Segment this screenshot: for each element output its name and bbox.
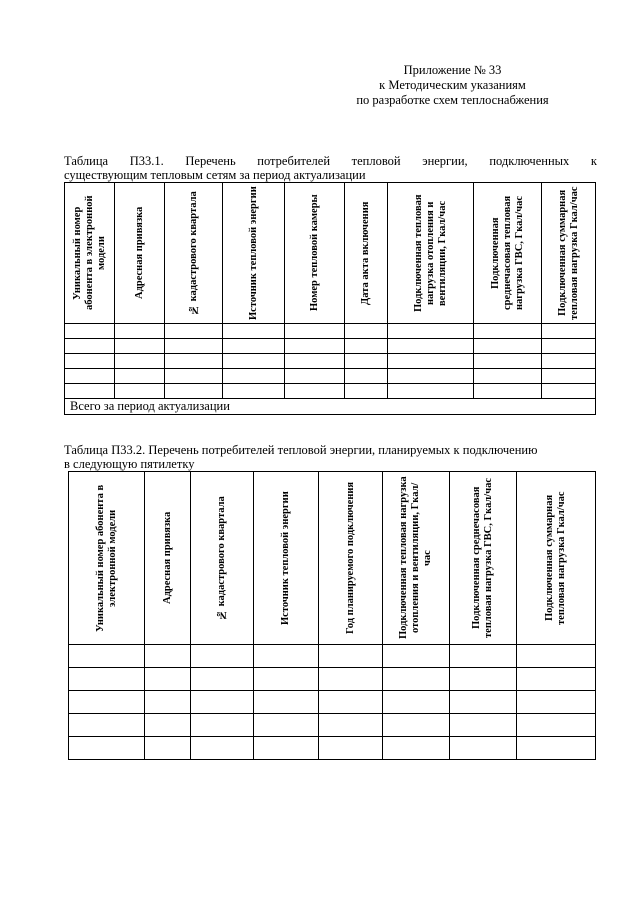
table1-cell xyxy=(115,324,165,339)
table2-cell xyxy=(191,737,254,760)
table1-header-cell xyxy=(115,183,165,324)
table2-caption-line1: Таблица П33.2. Перечень потребителей тепловой энергии, планируемых к подключению xyxy=(64,443,538,457)
table1-cell xyxy=(165,324,223,339)
table2-cell xyxy=(319,737,383,760)
appendix-header xyxy=(300,63,605,108)
table2-header-text: Адресная привязка xyxy=(161,511,173,605)
table2-cell xyxy=(450,645,517,668)
table2-header-row xyxy=(69,472,596,645)
table1-cell xyxy=(345,384,388,399)
table2-cell xyxy=(191,645,254,668)
table2-cell xyxy=(145,645,191,668)
table1-caption-line1: Таблица П33.1. Перечень потребителей тепловой энергии, подключенных к xyxy=(64,154,597,168)
table1-header-text: Подключенная среднечасовая тепловая нагрузка ГВС, Гкал/час xyxy=(489,195,525,311)
table2-cell xyxy=(254,714,319,737)
table1-header-cell xyxy=(345,183,388,324)
table2-cell xyxy=(383,668,450,691)
table2-cell xyxy=(69,668,145,691)
table1-cell xyxy=(223,384,285,399)
table1-header-text: Дата акта включения xyxy=(360,201,371,305)
appendix-title: Приложение № 33 xyxy=(403,63,502,77)
table2-header-cell xyxy=(450,472,517,645)
table1-cell xyxy=(474,384,542,399)
table1 xyxy=(64,182,596,415)
table1-header-text: Подключенная тепловая нагрузка отопления и вентиляции, Гкал/час xyxy=(412,194,448,312)
table1-cell xyxy=(388,354,474,369)
table2-cell xyxy=(517,714,596,737)
table1-header-cell xyxy=(542,183,596,324)
table2-header-cell xyxy=(319,472,383,645)
table2-cell xyxy=(383,737,450,760)
table1-cell xyxy=(285,324,345,339)
table2-cell xyxy=(517,737,596,760)
table1-cell xyxy=(165,369,223,384)
table2-cell xyxy=(191,714,254,737)
table1-cell xyxy=(65,339,115,354)
table1-cell xyxy=(388,384,474,399)
table1-header-cell xyxy=(285,183,345,324)
table1-header-row xyxy=(65,183,596,324)
table1-cell xyxy=(165,384,223,399)
table2-cell xyxy=(383,714,450,737)
table2-cell xyxy=(69,645,145,668)
table2-cell xyxy=(254,668,319,691)
table2-cell xyxy=(450,714,517,737)
table2-cell xyxy=(319,668,383,691)
table1-cell xyxy=(542,339,596,354)
table1-cell xyxy=(345,354,388,369)
table2-cell xyxy=(145,668,191,691)
table1-cell xyxy=(115,384,165,399)
table2-cell xyxy=(254,737,319,760)
table2-header-cell xyxy=(517,472,596,645)
table2-cell xyxy=(145,737,191,760)
table2-cell xyxy=(145,691,191,714)
table2 xyxy=(68,471,596,760)
table1-total-row xyxy=(65,399,596,415)
table1-cell xyxy=(474,354,542,369)
table1-row xyxy=(65,339,596,354)
table1-cell xyxy=(165,354,223,369)
table1-cell xyxy=(65,369,115,384)
table1-cell xyxy=(345,324,388,339)
table2-header-cell xyxy=(383,472,450,645)
table2-cell xyxy=(69,691,145,714)
table2-header-cell xyxy=(191,472,254,645)
table1-cell xyxy=(542,354,596,369)
table1-cell xyxy=(474,369,542,384)
table2-cell xyxy=(517,645,596,668)
table2-cell xyxy=(517,691,596,714)
table1-cell xyxy=(474,324,542,339)
table1-cell xyxy=(474,339,542,354)
table1-header-cell xyxy=(388,183,474,324)
table2-header-text: Подключенная тепловая нагрузка отопления и вентиляции, Гкал/час xyxy=(398,476,433,640)
table1-header-cell xyxy=(223,183,285,324)
table2-header-cell xyxy=(254,472,319,645)
table1-header-text: Подключенная суммарная тепловая нагрузка Гкал/час xyxy=(556,186,580,320)
table1-cell xyxy=(388,324,474,339)
table2-cell xyxy=(69,737,145,760)
table2-cell xyxy=(69,714,145,737)
table1-cell xyxy=(542,384,596,399)
table2-cell xyxy=(383,691,450,714)
table2-cell xyxy=(319,714,383,737)
table2-cell xyxy=(254,691,319,714)
table1-row xyxy=(65,324,596,339)
table1-header-text: Адресная привязка xyxy=(133,206,145,300)
table2-cell xyxy=(450,668,517,691)
table2-caption xyxy=(64,443,597,471)
table1-cell xyxy=(223,369,285,384)
table2-cell xyxy=(191,691,254,714)
table2-cell xyxy=(254,645,319,668)
table1-cell xyxy=(115,369,165,384)
table1-header-text: Номер тепловой камеры xyxy=(308,194,320,312)
table1-cell xyxy=(165,339,223,354)
table2-cell xyxy=(450,737,517,760)
table1-cell xyxy=(542,369,596,384)
table1-header-text: Уникальный номер абонента в электронной модели xyxy=(71,195,107,311)
table2-header-text: Уникальный номер абонента в электронной модели xyxy=(94,484,118,632)
table1-row xyxy=(65,384,596,399)
table1-cell xyxy=(223,339,285,354)
table2-header-text: Год планируемого подключения xyxy=(344,481,356,635)
table1-cell xyxy=(223,354,285,369)
table2-cell xyxy=(517,668,596,691)
table1-total-label: Всего за период актуализации xyxy=(65,399,596,415)
table1-cell xyxy=(285,384,345,399)
table1-cell xyxy=(223,324,285,339)
table1-cell xyxy=(542,324,596,339)
table2-cell xyxy=(191,668,254,691)
table2-row xyxy=(69,668,596,691)
table1-cell xyxy=(388,369,474,384)
table2-cell xyxy=(319,691,383,714)
table1-header-cell xyxy=(165,183,223,324)
appendix-subtitle-1: к Методическим указаниям xyxy=(379,78,526,92)
table1-cell xyxy=(285,354,345,369)
table2-cell xyxy=(145,714,191,737)
table1-cell xyxy=(65,324,115,339)
table2-header-cell xyxy=(69,472,145,645)
table1-caption-line2: существующим тепловым сетям за период актуализации xyxy=(64,168,366,182)
table1-cell xyxy=(115,354,165,369)
table2-caption-line2: в следующую пятилетку xyxy=(64,457,195,471)
table2-row xyxy=(69,737,596,760)
table1-header-text: № кадастрового квартала xyxy=(187,191,199,315)
table1-header-text: Источник тепловой энергии xyxy=(247,186,259,320)
table2-header-text: Подключенная суммарная тепловая нагрузка Гкал/час xyxy=(544,491,567,625)
table1-cell xyxy=(285,369,345,384)
table2-row xyxy=(69,714,596,737)
table1-cell xyxy=(345,369,388,384)
table2-row xyxy=(69,645,596,668)
table2-cell xyxy=(450,691,517,714)
table2-cell xyxy=(383,645,450,668)
table1-header-cell xyxy=(65,183,115,324)
table2-header-text: Подключенная среднечасовая тепловая нагрузка ГВС, Гкал/час xyxy=(471,477,494,639)
table1-cell xyxy=(65,384,115,399)
table1-header-cell xyxy=(474,183,542,324)
table2-header-text: Источник тепловой энергии xyxy=(280,491,291,625)
table1-caption xyxy=(64,154,597,182)
table2-cell xyxy=(319,645,383,668)
table1-row xyxy=(65,369,596,384)
table1-row xyxy=(65,354,596,369)
table2-row xyxy=(69,691,596,714)
table2-header-text: № кадастрового квартала xyxy=(216,496,227,620)
table1-cell xyxy=(115,339,165,354)
table1-cell xyxy=(285,339,345,354)
appendix-subtitle-2: по разработке схем теплоснабжения xyxy=(356,93,549,107)
table1-cell xyxy=(65,354,115,369)
table1-cell xyxy=(388,339,474,354)
table1-cell xyxy=(345,339,388,354)
table2-header-cell xyxy=(145,472,191,645)
